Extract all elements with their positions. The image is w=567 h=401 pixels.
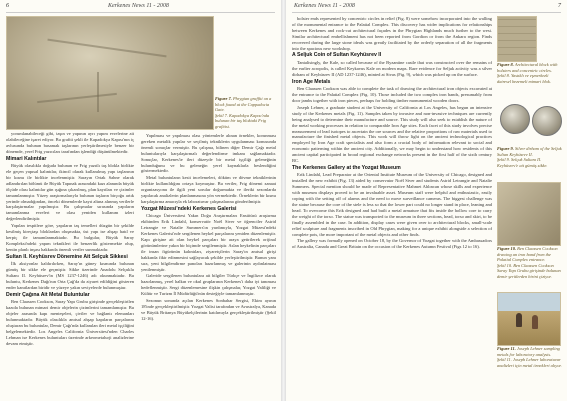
section-heading: Mimari Kalıntılar	[6, 155, 47, 162]
figure-7-caption	[215, 96, 277, 132]
figure-10-photo	[497, 182, 561, 246]
caption-en: Silver dirham of the Seljuk Sultan Keyhüsrev II.	[497, 146, 562, 157]
paragraph: İlk aksiyonlar kaldırılırken, Saray'ın güney kısmında bulunan gümüş bir sikke ele geçmiştir. Sikke üzerinde Anadolu Selçuklu Sultanı II. Keyhüsrev'in (MS 1237-1246) adı okunmaktadır. Bu buluntu, Kerkenes Dağı'nın Orta Çağ'da da ziyaret edildiğini gösteren ender kanıtlardan biridir ve yüzeye yakın seviyelerde bulunmuştur.	[6, 261, 134, 290]
coin-obverse	[500, 104, 530, 134]
paragraph: Joseph Lehner, a graduate student at the University of California at Los Angeles, has begun an intensive study of the Kerkenes metals (Fig. 11). Samples taken by invasive and non-invasive techniques are currently being analysed to determine their manufacture and source. This study will also seek to establish the nature of the metal working processes in relation to comparable Iron Age sites. Each facet of this study involves precise measurement of lead isotopes to ascertain the ore sources and the relative proportions of raw materials used to manufacture the finished metal objects. This work will throw light on the ancient technological practices employed by Iron Age craft specialists and also form a crucial body of information relevant to social and economic patterning within the ancient city. Additionally, we may begin to understand how residents of this ancient capital participated in broad regional exchange networks present in the first half of the sixth century BC.	[292, 104, 492, 164]
left-page	[0, 0, 281, 401]
caption-en: Architectural block with bolsters and concentric circles.	[497, 62, 558, 73]
paragraph: Yapılması ve yapılması olası yöntemlerle alınan örnekler, korunması gereken metalik yapılar ve seçilmiş tekniklerin uygulanması konusunda önemli sonuçlar vermiştir. Bu çalışma, bilinen diğer Demir Çağı metal buluntularıyla karşılaştırmalı değerlendirme imkanı sağlamaktadır. Sonuçlar, Kerkenes'te ileri düzeyde bir metal işçiliği geleneğinin bulunduğunu ve bu geleneğin yerel kaynaklarla beslendiğini göstermektedir.	[141, 133, 276, 174]
paragraph: Chicago Üniversitesi Yakın Doğu Araştırmaları Enstitüsü araştırma ekibinden Erik Lindahl, konservatör Noël Siver ve öğrenciler Astrid Letrangie ve Natalie Summers'ın yardımıyla, Yozgat Müzesi'ndeki Kerkenes Galerisi'nde sergilenen heykel parçalarını yeniden düzenlemiştir. Kapı girişine ait olan heykel parçaları bir araya getirilerek orijinal görünümlerine yakın bir biçimde sergilenmiştir. Aslan heykelinin parçaları ile insan figürünün kalıntıları, ziyaretçilerin Saray'ın anıtsal girişi hakkında fikir edinmesini sağlayacak şekilde yerleştirilmiştir. Bunun yanı sıra, yeni bilgilendirme panoları hazırlanmış ve galerinin aydınlatması yenilenmiştir.	[141, 213, 276, 272]
paragraph: The gallery was formally opened on October 18, by the Governor of Yozgat together with the Ambassadors of Australia, Canada and Great Britain on the occasion of the Kerkenes Autumn Festival (Figs 12 to 16).	[292, 238, 492, 250]
paragraph: Metal buluntuların kesit incelemeleri, döküm ve dövme tekniklerinin birlikte kullanıldığını ortaya koymuştur. Bu veriler, Frig dönemi zanaat organizasyonu ile ilgili yeni sorular doğurmakta ve ileriki sezonlarda yapılacak analizlerin planlanmasına yön vermektedir. Örneklerin bir kısmı karşılaştırma amacıyla ek laboratuvar çalışmalarına gönderilmiştir.	[141, 175, 276, 204]
figure-9-caption	[497, 146, 563, 180]
section-heading: A Seljuk Coin of Sultan Keyhüsrev II	[292, 52, 382, 59]
section-heading: Demir Çağına Ait Metal Buluntular	[6, 291, 90, 298]
right-page	[286, 0, 567, 401]
figure-label: Figure 10.	[497, 246, 517, 251]
coin-reverse	[532, 106, 562, 136]
figure-7-photo	[6, 16, 214, 130]
header-rule	[292, 12, 561, 13]
caption-tr: Şekil 11. Joseph Lehner laboratuvar analizleri için metal örnekleri alıyor.	[497, 357, 562, 368]
figure-9-photo	[496, 100, 564, 144]
section-heading: Yozgat Müzesi'ndeki Kerkenes Galerisi	[141, 205, 237, 212]
figure-8-caption	[497, 62, 563, 90]
paragraph: Tantalisingly, the Kale, so called because of the Byzantine castle that was constructed over the remains of the earlier acropolis, is called Keykavus Kale on modern maps. Rare evidence for Seljuk activity was a silver dirham of Keyhüsrev II (AD 1237-1246), minted at Sivas (Fig. 9), which was picked up on the surface.	[292, 59, 492, 77]
text-column-1	[292, 16, 492, 397]
text-column-1	[6, 131, 134, 397]
text-column-2	[141, 133, 276, 397]
header-rule	[6, 12, 275, 13]
paragraph: Erik Lindahl, Lead Preparator at the Oriental Institute Museum of the University of Chicago, designed and installed the new exhibit (Fig. 13) aided by conservator Noël Siver and students Astrid Letrangie and Natalie Summers. Special mention should be made of Representative Mahmet Ahlıncan whose skills and experience with museum displays proved to be an invaluable asset. Museum staff were helpful and enthusiastic, easily coping with the setting off of alarms and the need to move surveillance cameras. The biggest challenge was the statue because the core of the stele is less so that the lower part could no longer stand in place, leaning and head. To overcome this Erik designed and had built a metal armature that fits inside the hollow core to carry the weight of the torso. The statue was transported to the museum in three sections, head, torso and skirt, to be finally assembled in the case. In addition, display cases were given over to architectural blocks, small-scale relief sculpture and fragments inscribed in Old Phrygian, making for a unique exhibit alongside a selection of complete pots, the more important of the metal objects and other finds.	[292, 172, 492, 237]
page-number: 6	[6, 3, 9, 9]
figure-label: Figure 11.	[497, 346, 516, 351]
figure-10-caption	[497, 246, 563, 288]
caption-tr: Şekil 9. Selçuk Sultanı II. Keyhüsrev'e ait gümüş sikke.	[497, 157, 548, 168]
paragraph: Galeride sergilenen buluntulara ait bilgiler Türkçe ve İngilizce olarak hazırlanmış, yerel halkın ve okul gruplarının Kerkenes'i daha iyi tanıması hedeflenmiştir. Sergi düzenlemesine ilişkin çalışmalar, Yozgat Valiliği ve Kültür ve Turizm İl Müdürlüğü'nün desteğiyle tamamlanmıştır.	[141, 273, 276, 297]
section-heading: The Kerkenes Gallery at the Yozgat Museum	[292, 164, 401, 171]
paragraph: Ben Claassen Cookson, Saray Yapı Grubu girişinde gerçekleştirilen kazıda bulunan mimari demir objelerin çizimlerini tamamlamıştır. Bu objeler arasında kapı menteşeleri, çiviler ve bağlantı elemanları bulunmaktadır. Büyük olasılıkla anıtsal ahşap kapıların parçalarını oluşturan bu buluntular, Demir Çağı'nda kullanılan ileri metal işçiliğini belgelemektedir. Los Angeles California Üniversitesi'nden Charles Lehman ise Kerkenes buluntuları üzerinde arkeometalurji analizlerine devam etmiştir.	[6, 299, 134, 346]
section-heading: Sultan II. Keyhüsrev Dönemine Ait Selçuk Sikkesi	[6, 253, 128, 260]
paragraph: yorumlanabileceği gibi, taşın ve yapının ayrı yapım evrelerine ait olabileceğine işaret ediyor. Bu grafiti şekli ile Kapadokya Kapısı'nın iç avlusunda bulunan basamak taşlarının yerleştirilmesiyle benzer bir dönemde, yerel Frig yazıcıları tarafından işlendiği düşünülmektedir.	[6, 131, 134, 154]
paragraph: Yapılan tespitlere göre, yapıların taş temelleri düzgün bir şekilde kesilmiş kireçtaşı bloklardan oluşmakta, üst yapı ise ahşap hatıl ve kerpiç ile tamamlanmaktadır. Bu bulgular, Büyük Saray Kompleksi'ndeki yapım teknikleri ile benzerlik göstermekte olup, kentin planlı inşası hakkında önemli veriler sunmaktadır.	[6, 223, 134, 252]
running-title: Kerkenes News 11 - 2008	[294, 3, 355, 9]
paragraph: Sezonun sonunda açılan Kerkenes Sonbahar Sergisi, Ekim ayının 18'inde gerçekleştirilmiştir. Yozgat Valisi tarafından ve Avustralya, Kanada ve Büyük Britanya Büyükelçilerinin katılımıyla gerçekleştirilmiştir (Şekil 12-16).	[141, 298, 276, 321]
caption-en: Ben Claassen Cookson drawing an iron band from the Palatial Complex entrance.	[497, 246, 558, 262]
figure-8-photo	[497, 16, 537, 62]
caption-tr: Şekil 8. Yastıklı ve eşmerkezli dairesel bezemeli mimari blok.	[497, 73, 551, 84]
paragraph: bolster ends represented by concentric circles in relief (Fig. 8) were somehow incorporated into the walling of the monumental entrance to the Palatial Complex. This discovery has wider implications for relationships between Kerkenes and rock-cut architectural façades in the Phrygian Highlands much further to the west. Similar architectural embellishment has not been reported from Gordion or from the Ankara region. Finds recovered during the large stone ideals was greatly facilitated by the orderly separation of all the fragments into the spacious new workshop.	[292, 16, 492, 51]
caption-en: Phrygian graffiti on a block found at the Cappadocia Gate.	[215, 96, 272, 112]
figure-label: Figure 9.	[497, 146, 514, 151]
section-heading: Iron Age Metals	[292, 78, 331, 85]
paragraph: Büyük olasılıkla doğuda bulunan ve Frig yazıtlı taş blokla birlikte ele geçen yapısal kalıntılar, ikincil olarak kullanılmış yapı taşlarının bir kısmı ile birlikte incelenmiştir. Sarayın Ortak Sahne olarak adlandırılan bölümü ile Büyük Tapınak arasındaki kazı alanında büyük ölçüde olası kalıntılar gün ışığına çıkarılmış, plan kayıtları ve çizimler tamamlanmıştır. Yüzey araştırmalarıyla bulunan taşların birçoğu artık yerinde olmadığından, önceki dönemlerde kayıt altına alınmış verilerle karşılaştırmalar yapılmıştır. Bu çalışmalar sırasında yapıların tamamlanma evreleri ve olası yeniden kullanım izleri değerlendirilmiştir.	[6, 163, 134, 222]
caption-tr: Şekil 10. Ben Claassen Cookson Saray Yapı Grubu girişinde bulunan demir şeritlerden birini çiziyor.	[497, 262, 561, 279]
running-title: Kerkenes News 11 - 2008	[108, 3, 169, 9]
figure-label: Figure 8.	[497, 62, 514, 67]
figure-11-caption	[497, 346, 563, 397]
caption-tr: Şekil 7. Kapadokya Kapısı'nda bulunan bir taş bloktaki Frig grafitisi.	[215, 112, 270, 129]
paragraph: Ben Claassen Cookson was able to complete the task of drawing the architectural iron objects excavated at the entrance to the Palatial Complex (Fig. 10). Those included the two complex iron bands, presumably from door jambs together with iron pieces, perhaps for holding timber monumental wooden doors.	[292, 86, 492, 103]
caption-en: Joseph Lehner sampling metals for laboratory analysis.	[497, 346, 560, 357]
figure-label: Figure 7.	[215, 96, 232, 101]
figure-11-photo	[497, 292, 561, 346]
page-number: 7	[558, 3, 561, 9]
